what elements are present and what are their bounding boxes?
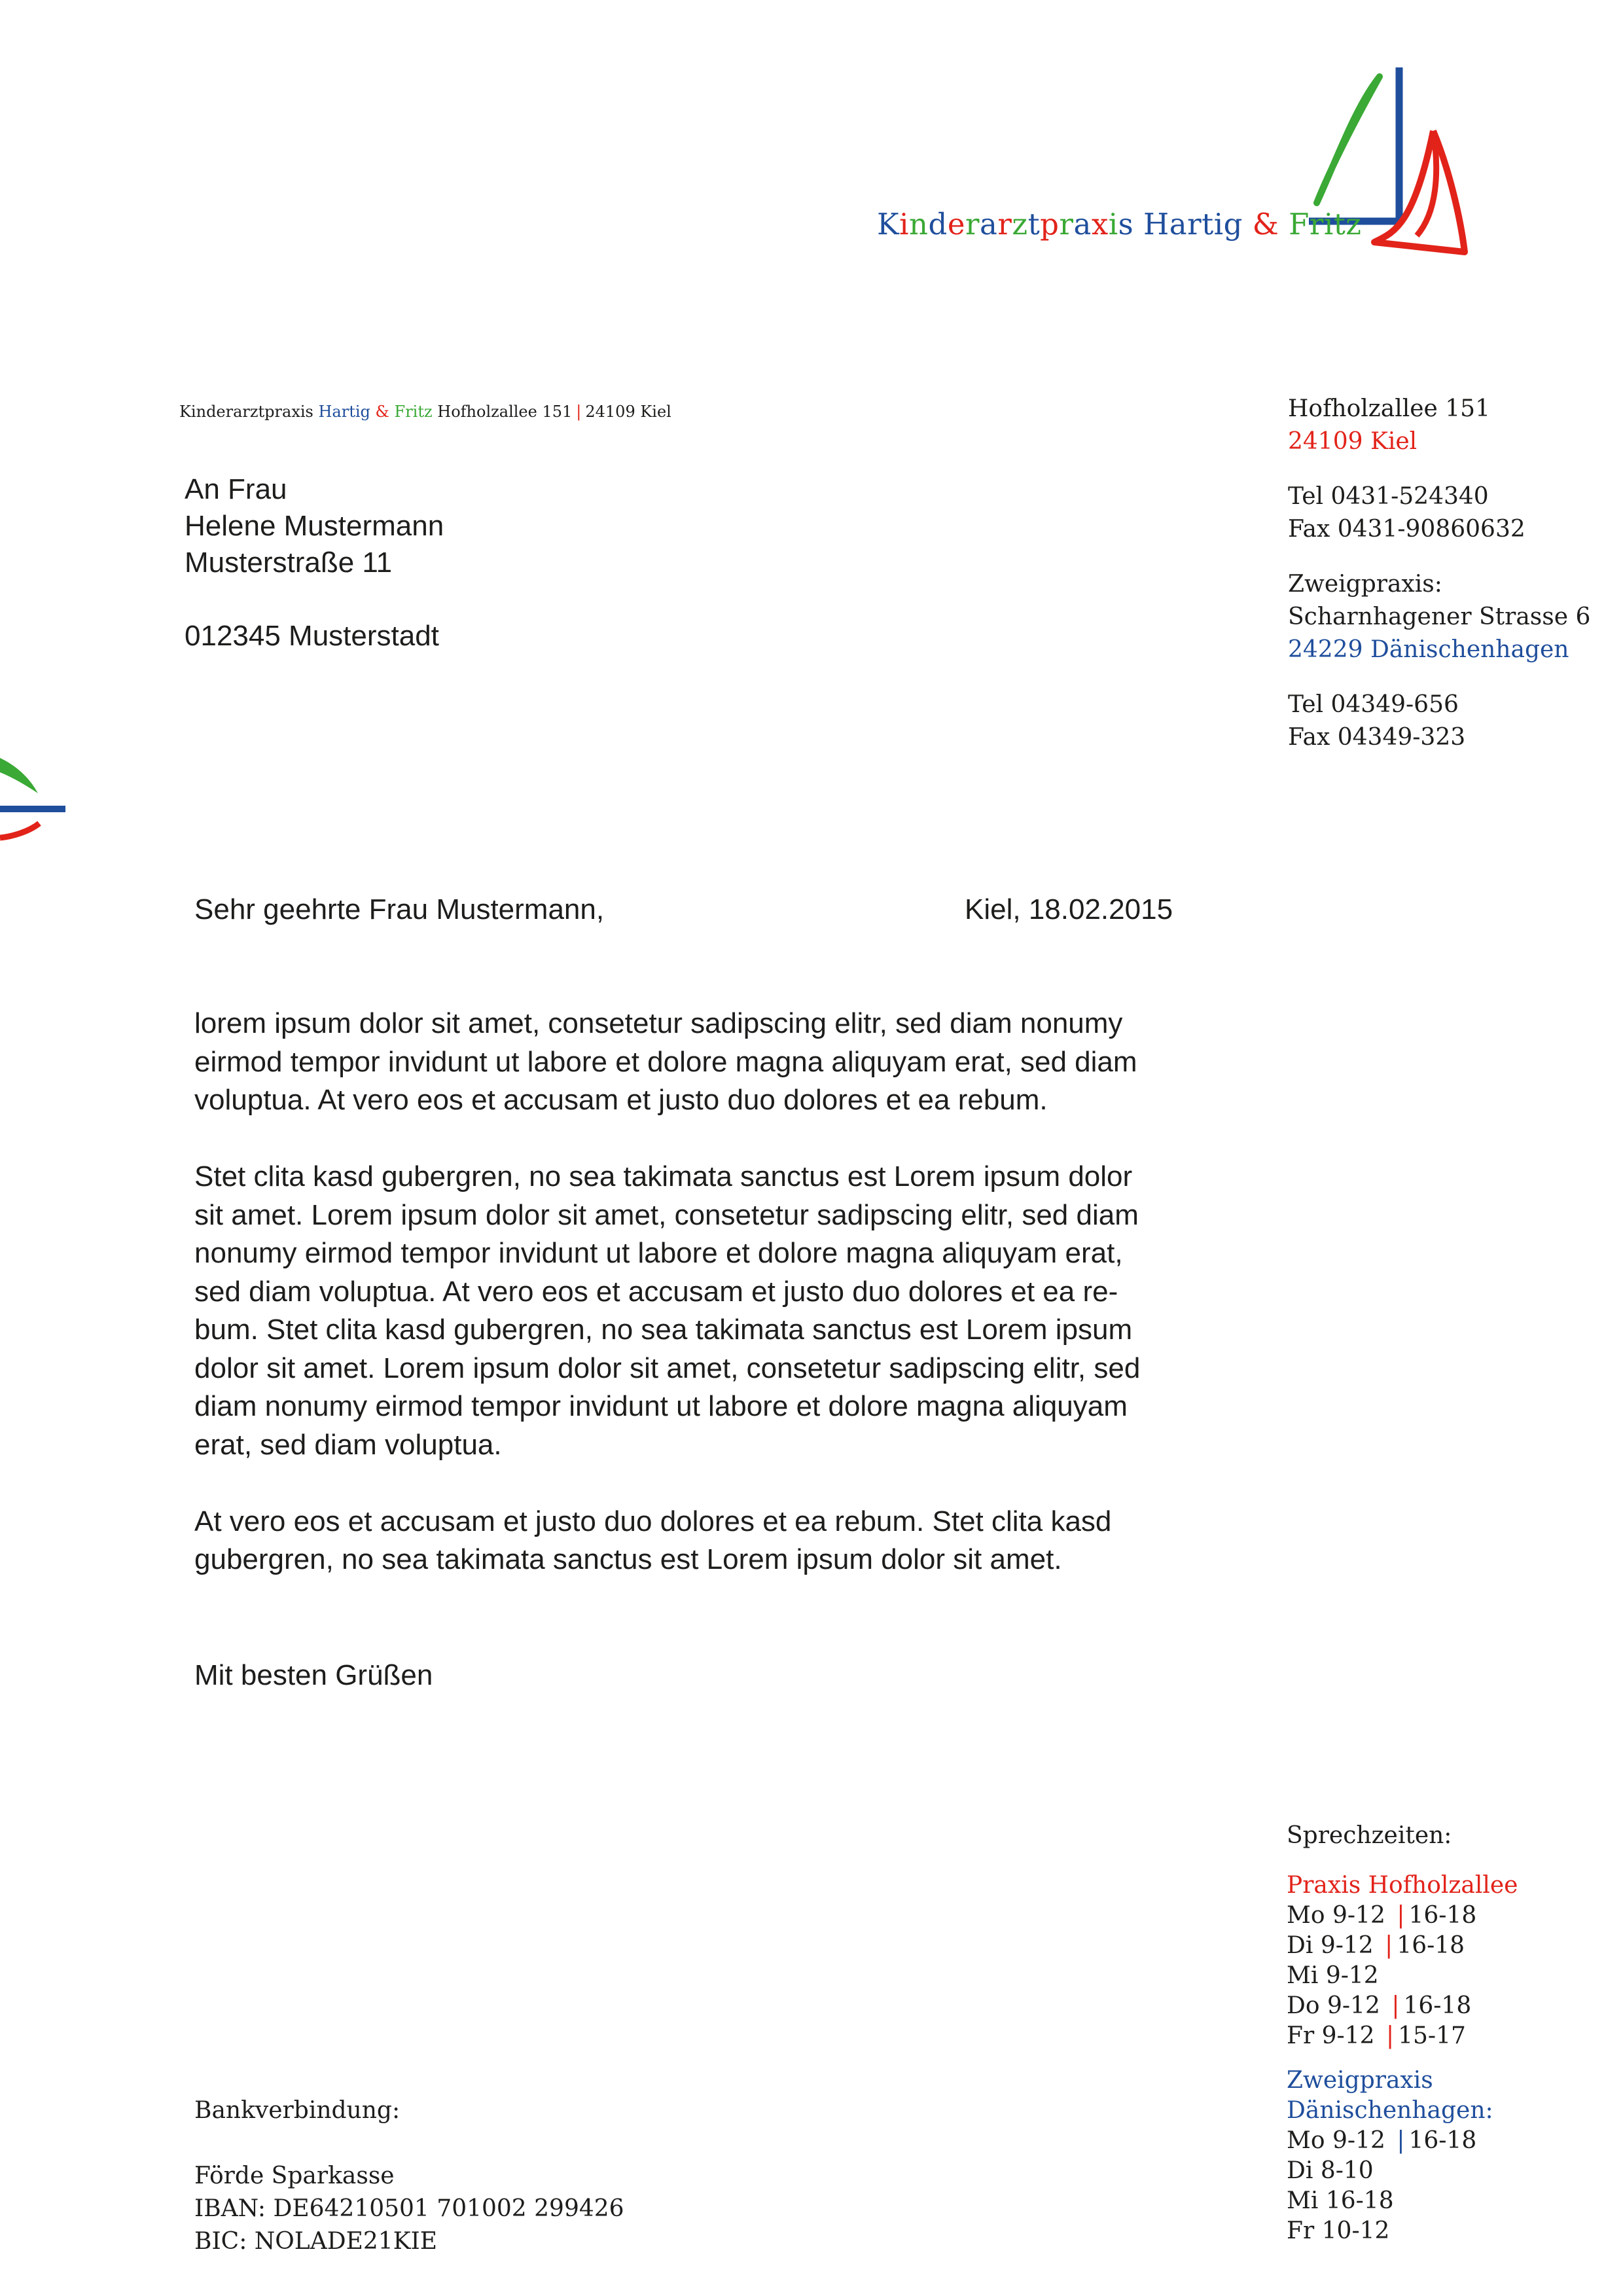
letter-body	[194, 1005, 1228, 1579]
hours-time: Di 9-12	[1287, 1932, 1374, 1959]
hours-time: Mi 16-18	[1287, 2187, 1394, 2214]
logo-word-kinderarztpraxis	[877, 207, 1133, 242]
logo-letter: i	[1108, 207, 1118, 242]
office-hours	[1287, 1821, 1518, 2246]
hours-row	[1287, 2186, 1518, 2216]
body-line: bum. Stet clita kasd gubergren, no sea takimata sanctus est Lorem ipsum	[194, 1314, 1133, 1346]
hours-time: 16-18	[1408, 1902, 1477, 1929]
hours-label: Sprechzeiten:	[1287, 1822, 1452, 1849]
hours-time: 16-18	[1397, 1932, 1465, 1959]
hours-time: 15-17	[1398, 2022, 1466, 2049]
hours-time: Di 8-10	[1287, 2157, 1374, 2184]
logo-letter: r	[965, 207, 980, 242]
salutation: Sehr geehrte Frau Mustermann,	[194, 893, 605, 925]
sender-return-line	[179, 403, 671, 421]
logo-letter: K	[877, 207, 900, 242]
body-line: eirmod tempor invidunt ut labore et dolore magna aliquyam erat, sed diam	[194, 1045, 1137, 1078]
logo-word-fritz: Fritz	[1289, 207, 1362, 242]
hours-time: 16-18	[1408, 2127, 1477, 2154]
sender-name-hartig: Hartig	[318, 403, 370, 421]
logo-letter: d	[928, 207, 948, 242]
logo-ampersand: &	[1252, 207, 1279, 242]
hours-time: Mo 9-12	[1287, 1902, 1385, 1929]
logo-letter: z	[1012, 207, 1028, 242]
bank-label: Bankverbindung:	[194, 2097, 401, 2124]
logo-letter: x	[1091, 207, 1109, 242]
logo-letter: s	[1118, 207, 1134, 242]
logo-letter: n	[909, 207, 929, 242]
hours-row	[1287, 2156, 1518, 2186]
recipient-line: 012345 Musterstadt	[185, 620, 439, 652]
branch-tel: Tel 04349-656	[1288, 691, 1459, 718]
hours-time: 16-18	[1403, 1992, 1472, 2019]
hours-row: Mo 9-12 | 16-18	[1287, 1902, 1477, 1929]
hours-time: Mo 9-12	[1287, 2127, 1385, 2154]
logo-letter: r	[1059, 207, 1074, 242]
logo-letter: e	[947, 207, 965, 242]
hours-row	[1287, 1961, 1518, 1991]
branch-hours-title: Dänischenhagen:	[1287, 2097, 1493, 2124]
bank-bic: BIC: NOLADE21KIE	[194, 2228, 438, 2255]
hours-row: Fr 9-12 | 15-17	[1287, 2022, 1466, 2049]
hours-row: Di 9-12 | 16-18	[1287, 1932, 1465, 1959]
hours-time: Do 9-12	[1287, 1992, 1380, 2019]
letter-date: Kiel, 18.02.2015	[965, 893, 1173, 925]
logo-letter: a	[1073, 207, 1092, 242]
bank-name: Förde Sparkasse	[194, 2162, 395, 2189]
recipient-line: Helene Mustermann	[185, 510, 444, 542]
contact-tel: Tel 0431-524340	[1288, 483, 1489, 510]
sender-name-fritz: Fritz	[394, 403, 433, 421]
body-line: voluptua. At vero eos et accusam et justo duo dolores et ea rebum.	[194, 1084, 1048, 1116]
body-line: gubergren, no sea takimata sanctus est Lorem ipsum dolor sit amet.	[194, 1543, 1062, 1575]
logo-letter: i	[899, 207, 910, 242]
main-practice-title: Praxis Hofholzallee	[1287, 1872, 1518, 1899]
sender-name-part: Kinderarztpraxis	[179, 403, 313, 421]
hours-row: Mo 9-12 | 16-18	[1287, 2127, 1477, 2154]
logo-letter: a	[979, 207, 998, 242]
sailboat-fragment-icon	[0, 746, 72, 857]
body-line: dolor sit amet. Lorem ipsum dolor sit amet, consetetur sadipscing elitr, sed	[194, 1352, 1141, 1384]
recipient-address	[185, 471, 444, 655]
sender-street: Hofholzallee 151	[437, 403, 573, 421]
recipient-line: Musterstraße 11	[185, 547, 393, 579]
contact-street: Hofholzallee 151	[1288, 395, 1490, 422]
hours-time: Fr 10-12	[1287, 2217, 1390, 2244]
body-line: At vero eos et accusam et justo duo dolores et ea rebum. Stet clita kasd	[194, 1505, 1112, 1537]
hours-time: Fr 9-12	[1287, 2022, 1375, 2049]
branch-hours-title: Zweigpraxis	[1287, 2067, 1433, 2094]
sender-name-ampersand: &	[375, 403, 389, 421]
body-line: nonumy eirmod tempor invidunt ut labore et dolore magna aliquyam erat,	[194, 1237, 1123, 1269]
logo-wordmark	[877, 207, 1362, 242]
hours-row: Do 9-12 | 16-18	[1287, 1992, 1472, 2019]
body-line: diam nonumy eirmod tempor invidunt ut labore et dolore magna aliquyam	[194, 1390, 1128, 1422]
logo-letter: r	[997, 207, 1012, 242]
branch-label: Zweigpraxis:	[1288, 571, 1442, 598]
recipient-line: An Frau	[185, 473, 287, 505]
closing: Mit besten Grüßen	[194, 1659, 433, 1691]
logo-word-hartig: Hartig	[1143, 207, 1243, 242]
body-line: sed diam voluptua. At vero eos et accusam et justo duo dolores et ea re-	[194, 1275, 1118, 1308]
body-line: erat, sed diam voluptua.	[194, 1428, 502, 1461]
contact-city: 24109 Kiel	[1288, 428, 1418, 455]
bank-details	[194, 2094, 624, 2258]
branch-fax: Fax 04349-323	[1288, 724, 1466, 751]
contact-info	[1288, 393, 1590, 776]
branch-street: Scharnhagener Strasse 6	[1288, 603, 1591, 630]
body-line: sit amet. Lorem ipsum dolor sit amet, consetetur sadipscing elitr, sed diam	[194, 1198, 1139, 1231]
hours-row	[1287, 2216, 1518, 2246]
body-line: Stet clita kasd gubergren, no sea takimata sanctus est Lorem ipsum dolor	[194, 1160, 1133, 1193]
bank-iban: IBAN: DE64210501 701002 299426	[194, 2195, 624, 2222]
sender-city: 24109 Kiel	[585, 403, 671, 421]
hours-time: Mi 9-12	[1287, 1962, 1379, 1989]
logo-letter: t	[1027, 207, 1041, 242]
contact-fax: Fax 0431-90860632	[1288, 516, 1525, 543]
body-line: lorem ipsum dolor sit amet, consetetur sadipscing elitr, sed diam nonumy	[194, 1007, 1123, 1039]
branch-city: 24229 Dänischenhagen	[1288, 636, 1569, 663]
sender-separator: |	[576, 403, 582, 421]
logo-letter: p	[1040, 207, 1060, 242]
